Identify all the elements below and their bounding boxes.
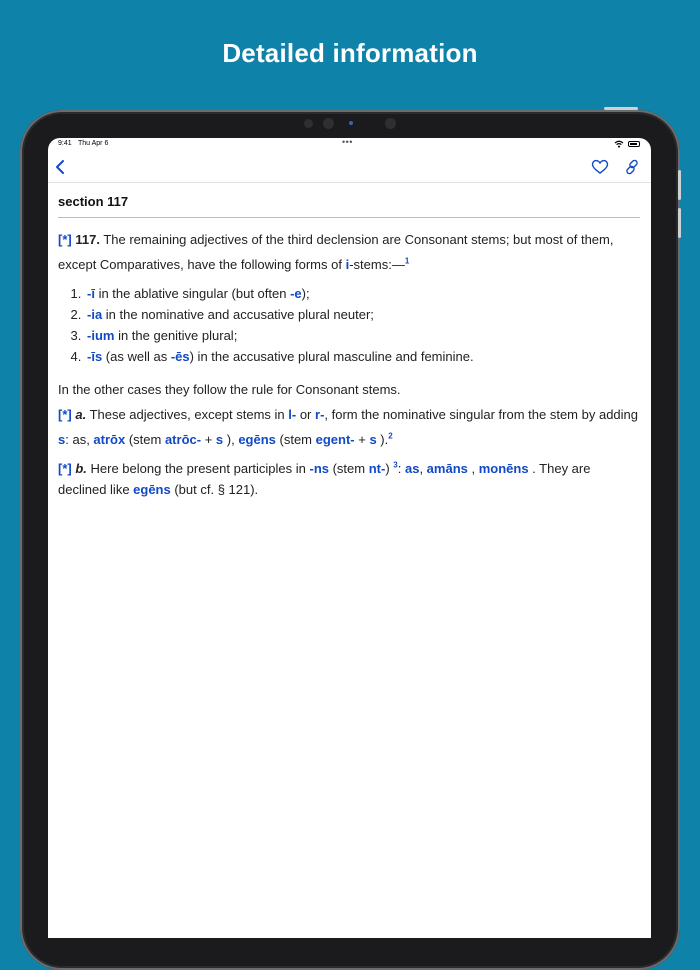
ending-link[interactable]: -ns [309,461,329,476]
paragraph-text: ) [385,461,394,476]
i-stems-link[interactable]: i [345,257,350,272]
subsection-label: a. [75,407,87,422]
paragraph-text: (stem [275,432,316,447]
stem-link[interactable]: s [58,432,66,447]
status-bar [48,138,651,152]
word-link[interactable]: egent- [315,432,355,447]
paragraph-text: . They are declined like [58,461,591,497]
paragraph-text: Here belong the present participles in [86,461,310,476]
ending-link[interactable]: -ia [87,307,103,322]
list-item-text: (as well as [102,349,171,364]
battery-icon [628,141,640,147]
title-divider [58,217,640,218]
paragraph-text: : [397,461,405,476]
list-item-text: in the nominative and accusative plural neuter; [102,307,374,322]
top-button [604,107,638,110]
stem-link[interactable]: r- [315,407,325,422]
word-link[interactable]: egēns [238,432,276,447]
list-item-text: in the ablative singular (but often [94,286,291,301]
link-icon[interactable] [622,157,642,177]
paragraph-text: + [201,432,216,447]
ending-link[interactable]: -ēs [170,349,190,364]
paragraph-text: + [354,432,370,447]
list-item [85,304,640,325]
reference-link[interactable]: [*] [58,232,72,247]
section-content [58,194,640,504]
paragraph-text: , [419,461,427,476]
volume-down-button [678,208,681,238]
word-link[interactable]: s [215,432,224,447]
reference-link[interactable]: [*] [58,407,72,422]
paragraph-text: or [296,407,316,422]
paragraph-text: These adjectives, except stems in [86,407,289,422]
paragraph-b [58,458,640,500]
word-link[interactable]: amāns [426,461,468,476]
camera-indicator [349,121,353,125]
ending-link[interactable]: -ium [87,328,115,343]
multitasking-dots[interactable]: ••• [342,138,353,147]
section-title: section 117 [58,194,129,209]
paragraph-117 [58,227,640,277]
word-link[interactable]: atrōc- [164,432,202,447]
paragraph-text: , form the nominative singular from the stem by adding [324,407,638,422]
ending-link[interactable]: -īs [87,349,103,364]
paragraph-text: , [467,461,479,476]
footnote-2-link[interactable]: 2 [388,431,393,441]
camera-sensor [385,118,396,129]
forms-list [58,283,640,367]
paragraph-text: : as, [65,432,94,447]
list-item-text: in the genitive plural; [114,328,238,343]
stem-link[interactable]: l- [288,407,297,422]
word-link[interactable]: egēns [133,482,171,497]
paragraph-text: (stem [328,461,369,476]
paragraph-text: (but cf. § 121). [170,482,259,497]
word-link[interactable]: monēns [478,461,529,476]
paragraph-text: -stems:— [349,257,405,272]
nav-bar [48,152,651,183]
list-item [85,325,640,346]
camera-dot [304,119,313,128]
list-item-text: ); [301,286,310,301]
footnote-1-link[interactable]: 1 [404,256,410,266]
section-number: 117. [75,232,100,247]
word-link[interactable]: s [369,432,377,447]
list-item [85,346,640,367]
status-time: 9:41 [58,140,72,147]
stem-link[interactable]: nt- [368,461,386,476]
footnote-3-link[interactable]: 3 [393,460,398,470]
paragraph-a [58,402,640,452]
volume-up-button [678,170,681,200]
list-item [85,283,640,304]
heart-icon[interactable] [590,157,610,177]
paragraph-other-cases: In the other cases they follow the rule for Consonant stems. [58,382,401,397]
reference-link[interactable]: [*] [58,461,72,476]
paragraph-text: The remaining adjectives of the third declension are Consonant stems; but most of them, except Comparatives, have the following forms of [58,232,614,272]
wifi-icon [614,140,624,148]
word-link[interactable]: as [404,461,420,476]
paragraph-text: (stem [125,432,165,447]
camera-lens [323,118,334,129]
paragraph-text: ). [376,432,389,447]
ending-link[interactable]: -e [290,286,302,301]
ending-link[interactable]: -ī [87,286,95,301]
status-date: Thu Apr 6 [78,140,109,147]
word-link[interactable]: atrōx [93,432,126,447]
chevron-left-icon[interactable] [51,157,71,177]
subsection-label: b. [75,461,87,476]
list-item-text: ) in the accusative plural masculine and feminine. [189,349,474,364]
app-screen [48,138,651,938]
headline: Detailed information [222,38,478,68]
paragraph-text: ), [223,432,239,447]
